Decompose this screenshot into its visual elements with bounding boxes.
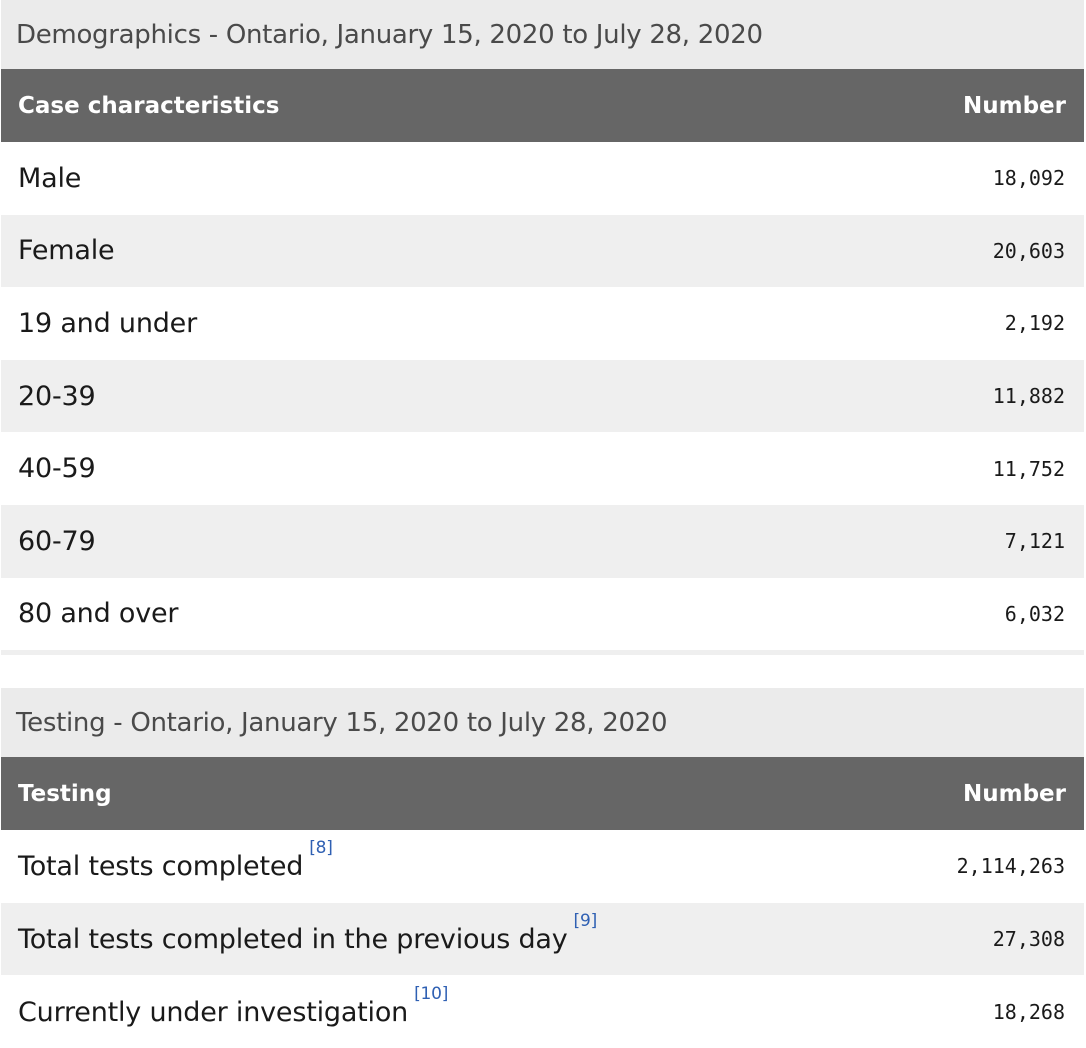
table-row — [1, 903, 1084, 976]
section-spacer — [0, 655, 1086, 688]
row-value: 11,882 — [992, 384, 1065, 409]
row-value: 20,603 — [992, 238, 1065, 263]
row-label: Female — [18, 235, 115, 267]
row-value: 27,308 — [992, 927, 1065, 952]
demographics-table — [1, 0, 1084, 655]
table-row — [1, 215, 1084, 288]
reference-link[interactable]: [10] — [414, 983, 449, 1004]
row-label: 19 and under — [18, 307, 197, 339]
demographics-header-row — [1, 69, 1084, 142]
table-row — [1, 287, 1084, 360]
row-value: 18,092 — [992, 166, 1065, 191]
table-row — [1, 830, 1084, 903]
row-label — [18, 911, 598, 956]
testing-header-row — [1, 757, 1084, 830]
testing-table — [1, 688, 1084, 1048]
row-value: 2,192 — [1004, 311, 1065, 336]
row-label: 80 and over — [18, 598, 179, 630]
reference-link[interactable]: [8] — [309, 838, 333, 859]
row-label — [18, 838, 333, 883]
table-row — [1, 360, 1084, 433]
table-row — [1, 505, 1084, 578]
row-label: 20-39 — [18, 380, 96, 412]
header-number: Number — [963, 92, 1066, 119]
row-value: 18,268 — [992, 999, 1065, 1024]
table-row — [1, 142, 1084, 215]
row-label — [18, 983, 449, 1028]
row-label: Male — [18, 162, 82, 194]
reference-link[interactable]: [9] — [573, 911, 598, 932]
table-row — [1, 578, 1084, 651]
testing-caption: Testing - Ontario, January 15, 2020 to July 28, 2020 — [1, 688, 1084, 757]
row-value: 6,032 — [1004, 601, 1065, 626]
table-row — [1, 975, 1084, 1048]
row-label-text: Total tests completed in the previous day — [18, 924, 568, 956]
table-row — [1, 432, 1084, 505]
row-value: 7,121 — [1004, 529, 1065, 554]
demographics-caption: Demographics - Ontario, January 15, 2020 to July 28, 2020 — [1, 0, 1084, 69]
header-label: Testing — [18, 780, 112, 807]
row-value: 2,114,263 — [956, 854, 1065, 879]
row-value: 11,752 — [992, 456, 1065, 481]
header-label: Case characteristics — [18, 92, 280, 119]
row-label: 60-79 — [18, 525, 96, 557]
row-label: 40-59 — [18, 453, 96, 485]
row-label-text: Currently under investigation — [18, 996, 409, 1028]
row-label-text: Total tests completed — [18, 851, 304, 883]
header-number: Number — [963, 780, 1066, 807]
